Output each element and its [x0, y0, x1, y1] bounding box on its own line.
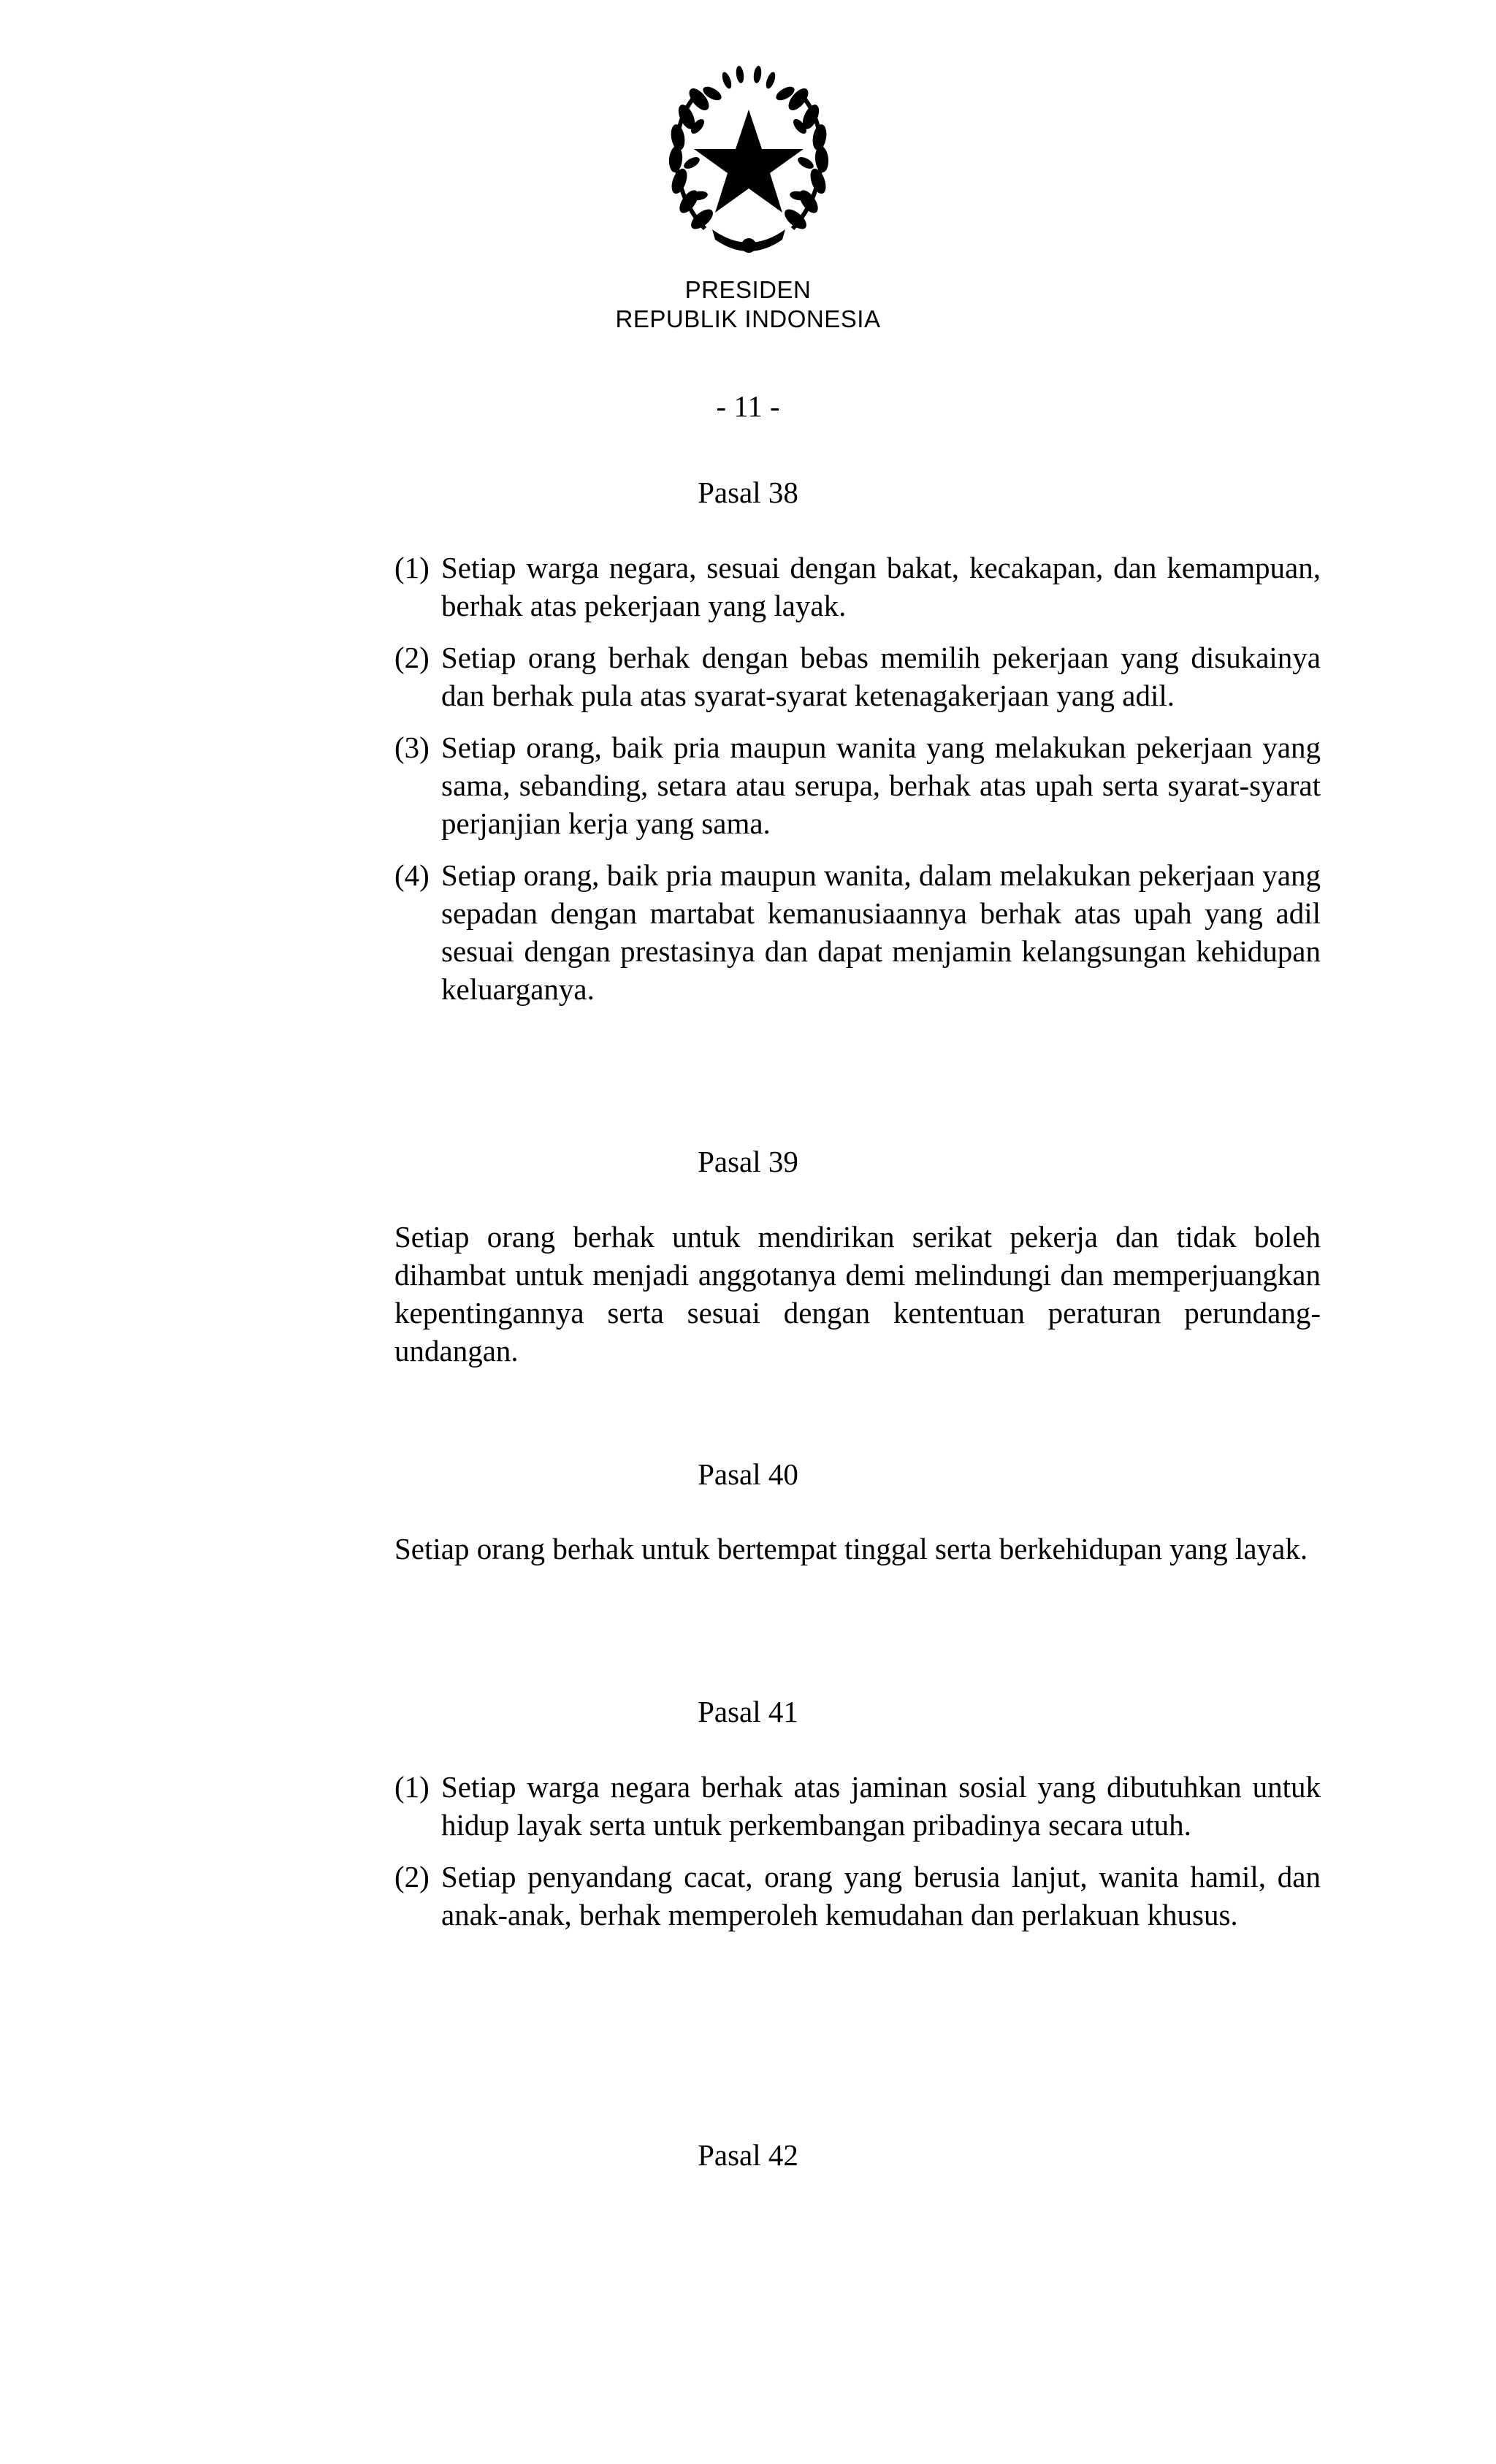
pasal-40-title: Pasal 40 [698, 1457, 798, 1491]
pasal-41-list [394, 1768, 1321, 1934]
pasal-40-text: Setiap orang berhak untuk bertempat tinggal serta berkehidupan yang layak. [394, 1532, 1308, 1565]
item-text: Setiap warga negara berhak atas jaminan sosial yang dibutuhkan untuk hidup layak serta untuk perkembangan pribadinya secara utuh. [441, 1770, 1321, 1842]
pasal-39-title: Pasal 39 [698, 1145, 798, 1178]
header-republik-indonesia: REPUBLIK INDONESIA [615, 305, 881, 332]
list-item [394, 1768, 1321, 1844]
item-text: Setiap orang, baik pria maupun wanita yang melakukan pekerjaan yang sama, sebanding, setara atau serupa, berhak atas upah serta syarat-syarat perjanjian kerja yang sama. [441, 731, 1321, 840]
pasal-39-text: Setiap orang berhak untuk mendirikan serikat pekerja dan tidak boleh dihambat untuk menjadi anggotanya demi melindungi dan memperjuangkan kepentingannya serta sesuai dengan kententuan peraturan perundang-undangan. [394, 1220, 1321, 1368]
list-item [394, 638, 1321, 714]
garuda-star-wreath-emblem-icon [654, 64, 844, 262]
pasal-38-title: Pasal 38 [698, 476, 798, 509]
item-text: Setiap warga negara, sesuai dengan bakat, kecakapan, dan kemampuan, berhak atas pekerjaan yang layak. [441, 551, 1321, 622]
item-number: (1) [394, 1770, 430, 1804]
list-item [394, 549, 1321, 625]
item-number: (3) [394, 731, 430, 764]
list-item [394, 856, 1321, 1008]
item-text: Setiap orang berhak dengan bebas memilih pekerjaan yang disukainya dan berhak pula atas syarat-syarat ketenagakerjaan yang adil. [441, 641, 1321, 712]
item-text: Setiap orang, baik pria maupun wanita, dalam melakukan pekerjaan yang sepadan dengan martabat kemanusiaannya berhak atas upah yang adil sesuai dengan prestasinya dan dapat menjamin kelangsungan kehidupan keluarganya. [441, 858, 1321, 1006]
list-item [394, 728, 1321, 842]
pasal-38-list [394, 549, 1321, 1008]
item-number: (1) [394, 551, 430, 584]
item-text: Setiap penyandang cacat, orang yang berusia lanjut, wanita hamil, dan anak-anak, berhak memperoleh kemudahan dan perlakuan khusus. [441, 1860, 1321, 1931]
page-number: - 11 - [716, 389, 780, 423]
item-number: (2) [394, 1860, 430, 1893]
item-number: (4) [394, 858, 430, 892]
pasal-42-title: Pasal 42 [698, 2138, 798, 2172]
item-number: (2) [394, 641, 430, 674]
header-presiden: PRESIDEN [684, 276, 812, 303]
pasal-41-title: Pasal 41 [698, 1695, 798, 1728]
list-item [394, 1858, 1321, 1934]
